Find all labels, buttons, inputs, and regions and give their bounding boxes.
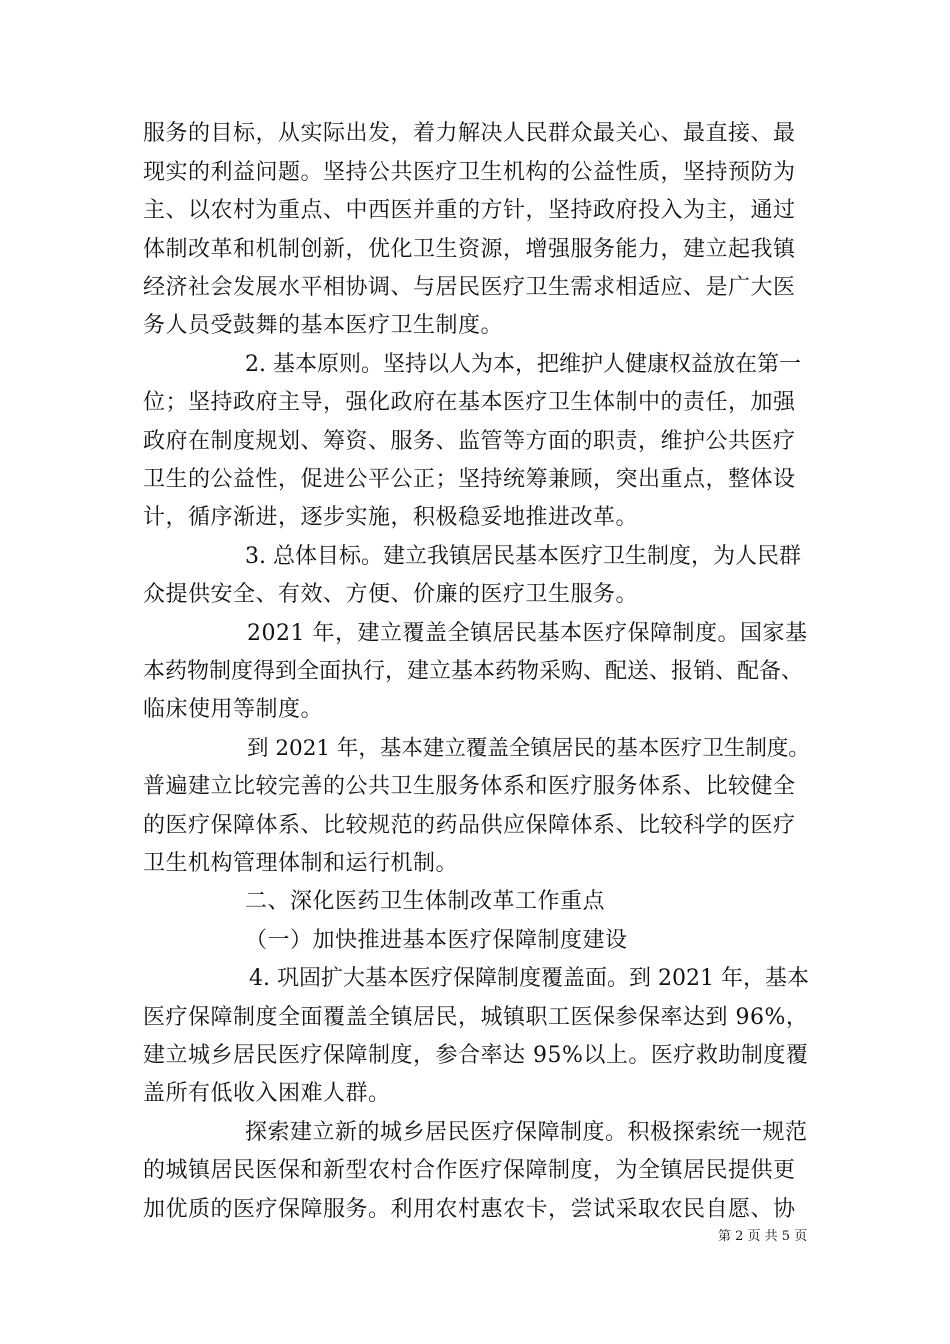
body-text-line: 服务的目标，从实际出发，着力解决人民群众最关心、最直接、最 — [143, 121, 796, 146]
body-text-line: 现实的利益问题。坚持公共医疗卫生机构的公益性质，坚持预防为 — [143, 160, 796, 185]
body-text-line: 盖所有低收入困难人群。 — [143, 1081, 391, 1106]
paragraph-start-line: 探索建立新的城乡居民医疗保障制度。积极探索统一规范 — [245, 1120, 808, 1145]
body-text-line: 的医疗保障体系、比较规范的药品供应保障体系、比较科学的医疗 — [143, 813, 796, 838]
body-text-line: 政府在制度规划、筹资、服务、监管等方面的职责，维护公共医疗 — [143, 429, 796, 454]
body-text-line: 加优质的医疗保障服务。利用农村惠农卡，尝试采取农民自愿、协 — [143, 1197, 796, 1222]
body-text-line: 计，循序渐进，逐步实施，积极稳妥地推进改革。 — [143, 505, 639, 530]
body-text-line: 众提供安全、有效、方便、价廉的医疗卫生服务。 — [143, 582, 639, 607]
body-text-line: 建立城乡居民医疗保障制度，参合率达 95%以上。医疗救助制度覆 — [143, 1043, 809, 1068]
paragraph-start-line: 2. 基本原则。坚持以人为本，把维护人健康权益放在第一 — [245, 352, 801, 377]
paragraph-start-line: 4. 巩固扩大基本医疗保障制度覆盖面。到 2021 年，基本 — [249, 966, 809, 991]
paragraph-start-line: 3. 总体目标。建立我镇居民基本医疗卫生制度，为人民群 — [245, 544, 801, 569]
body-text-line: 卫生机构管理体制和运行机制。 — [143, 851, 459, 876]
paragraph-start-line: 到 2021 年，基本建立覆盖全镇居民的基本医疗卫生制度。 — [247, 736, 810, 761]
body-text-line: 卫生的公益性，促进公平公正；坚持统筹兼顾，突出重点，整体设 — [143, 467, 796, 492]
body-text-line: 体制改革和机制创新，优化卫生资源，增强服务能力，建立起我镇 — [143, 237, 796, 262]
page-number-footer: 第 2 页 共 5 页 — [718, 1229, 808, 1244]
section-heading: 二、深化医药卫生体制改革工作重点 — [245, 889, 606, 914]
subsection-heading: （一）加快推进基本医疗保障制度建设 — [245, 928, 628, 953]
paragraph-start-line: 2021 年，建立覆盖全镇居民基本医疗保障制度。国家基 — [247, 621, 808, 646]
body-text-line: 位；坚持政府主导，强化政府在基本医疗卫生体制中的责任，加强 — [143, 390, 796, 415]
body-text-line: 的城镇居民医保和新型农村合作医疗保障制度，为全镇居民提供更 — [143, 1158, 796, 1183]
body-text-line: 主、以农村为重点、中西医并重的方针，坚持政府投入为主，通过 — [143, 198, 796, 223]
body-text-line: 务人员受鼓舞的基本医疗卫生制度。 — [143, 313, 504, 338]
body-text-line: 本药物制度得到全面执行，建立基本药物采购、配送、报销、配备、 — [143, 659, 804, 684]
body-text-line: 普遍建立比较完善的公共卫生服务体系和医疗服务体系、比较健全 — [143, 774, 796, 799]
body-text-line: 临床使用等制度。 — [143, 697, 324, 722]
body-text-line: 经济社会发展水平相协调、与居民医疗卫生需求相适应、是广大医 — [143, 275, 796, 300]
body-text-line: 医疗保障制度全面覆盖全镇居民，城镇职工医保参保率达到 96%， — [143, 1005, 809, 1030]
